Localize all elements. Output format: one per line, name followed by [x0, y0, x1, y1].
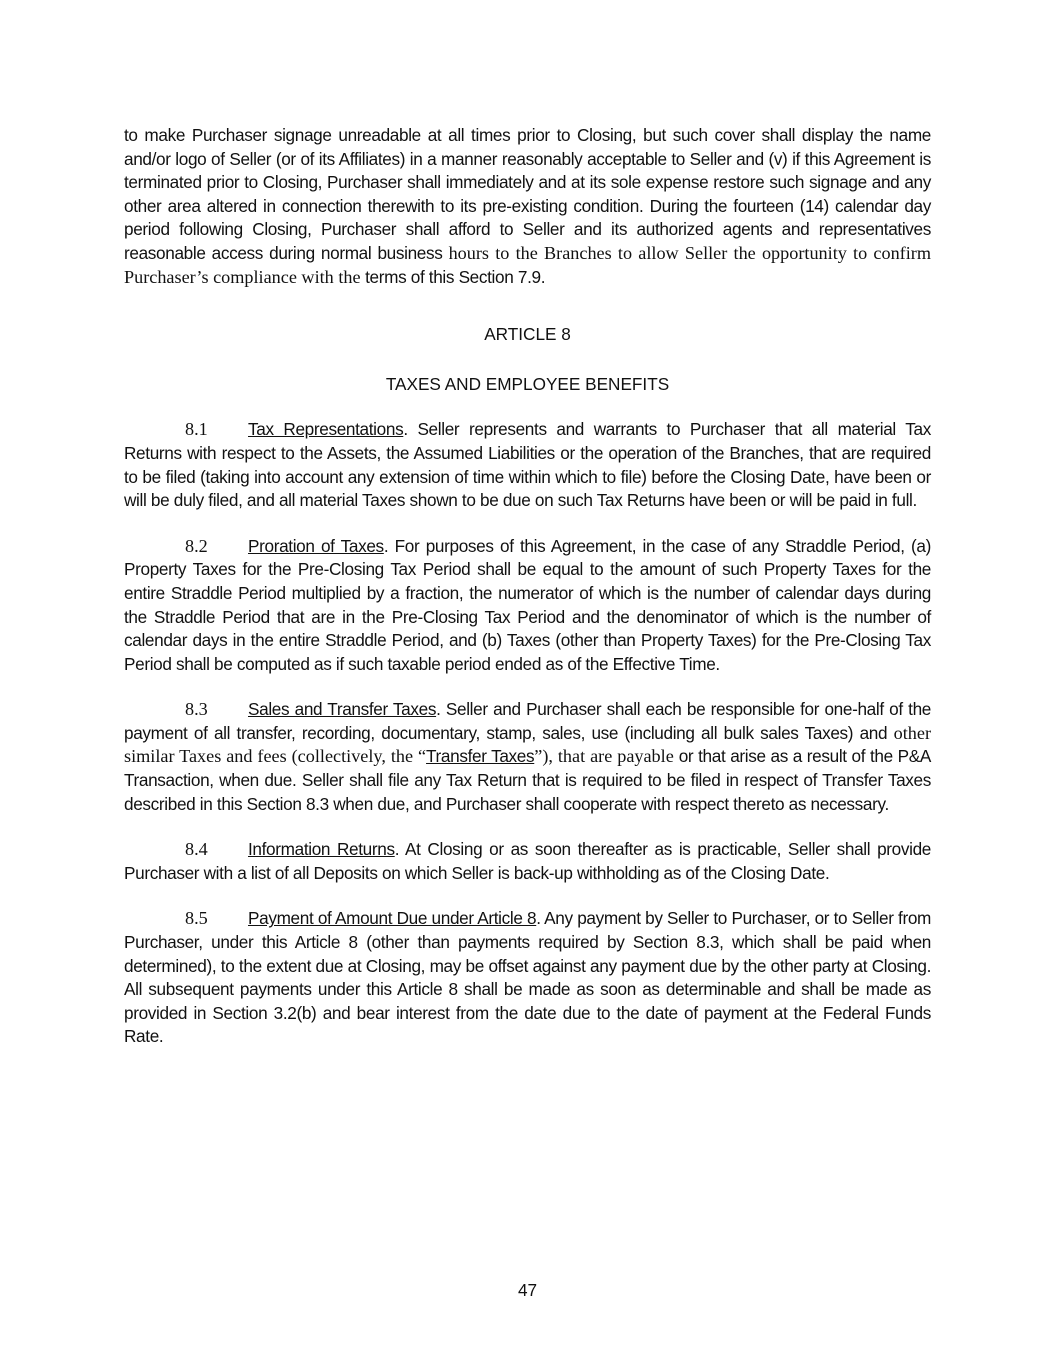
section-body: . Seller represents and warrants to Purchaser that all material Tax Returns with respect to the Assets, the Assumed Liabilities or the operation of the Branches, that are required to be filed (taking into account any extension of time within which to file) before the Closing Date, have been or will be duly filed, and all material Taxes shown to be due on such Tax Returns have been or will be paid in full. [124, 419, 931, 511]
section-8-3 [124, 698, 931, 816]
continuation-text-serif: hours to the Branches to allow Seller the opportunity to confirm Purchaser’s compliance with the [124, 242, 931, 287]
article-subtitle: TAXES AND EMPLOYEE BENEFITS [385, 373, 670, 394]
continuation-paragraph [124, 124, 931, 289]
section-body-serif: ”), that are payable [534, 746, 679, 767]
section-number: 8.3 [185, 699, 208, 720]
page-number: 47 [517, 1280, 538, 1300]
document-page [124, 124, 931, 1049]
section-title: Proration of Taxes [248, 535, 384, 556]
section-8-4 [124, 838, 931, 885]
section-8-2 [124, 535, 931, 677]
section-8-5 [124, 907, 931, 1049]
section-number: 8.1 [185, 419, 208, 440]
section-number: 8.5 [185, 908, 208, 929]
defined-term: Transfer Taxes [426, 746, 535, 767]
section-body: . At Closing or as soon thereafter as is practicable, Seller shall provide Purchaser with a list of all Deposits on which Seller is back-up withholding as of the Closing Date. [124, 839, 931, 883]
section-title: Information Returns [248, 839, 395, 860]
section-title: Tax Representations [248, 419, 404, 440]
continuation-text-end: terms of this Section 7.9. [365, 266, 546, 287]
section-8-1 [124, 418, 931, 512]
section-title: Payment of Amount Due under Article 8 [248, 908, 537, 929]
section-number: 8.4 [185, 839, 208, 860]
article-title: ARTICLE 8 [484, 324, 571, 345]
section-number: 8.2 [185, 535, 208, 556]
section-title: Sales and Transfer Taxes [248, 699, 437, 720]
section-body-serif: other similar Taxes and fees (collectively, the “ [124, 722, 931, 767]
continuation-text: to make Purchaser signage unreadable at all times prior to Closing, but such cover shall display the name and/or logo of Seller (or of its Affiliates) in a manner reasonably acceptable to Seller and (v) if this Agreement is terminated prior to Closing, Purchaser shall immediately and at its sole expense restore such signage and any other area altered in connection therewith to its pre-existing condition. During the fourteen (14) calendar day period following Closing, Purchaser shall afford to Seller and its authorized agents and representatives reasonable access during normal business [124, 125, 931, 263]
section-body: or that arise as a result of the P&A Transaction, when due. Seller shall file any Tax Return that is required to be filed in respect of Transfer Taxes described in this Section 8.3 when due, and Purchaser shall cooperate with respect thereto as necessary. [124, 746, 931, 814]
section-body: . Seller and Purchaser shall each be responsible for one-half of the payment of all transfer, recording, documentary, stamp, sales, use (including all bulk sales Taxes) and [124, 699, 931, 743]
section-body: . Any payment by Seller to Purchaser, or to Seller from Purchaser, under this Article 8 (other than payments required by Section 8.3, which shall be paid when determined), to the extent due at Closing, may be offset against any payment due by the other party at Closing. All subsequent payments under this Article 8 shall be made as soon as determinable and shall be made as provided in Section 3.2(b) and bear interest from the date due to the date of payment at the Federal Funds Rate. [124, 908, 932, 1047]
section-body: . For purposes of this Agreement, in the case of any Straddle Period, (a) Property Taxes for the Pre-Closing Tax Period shall be equal to the amount of such Property Taxes for the entire Straddle Period multiplied by a fraction, the numerator of which is the number of calendar days during the Straddle Period that are in the Pre-Closing Tax Period and the denominator of which is the number of calendar days in the entire Straddle Period, and (b) Taxes (other than Property Taxes) for the Pre-Closing Tax Period shall be computed as if such taxable period ended as of the Effective Time. [124, 535, 931, 674]
